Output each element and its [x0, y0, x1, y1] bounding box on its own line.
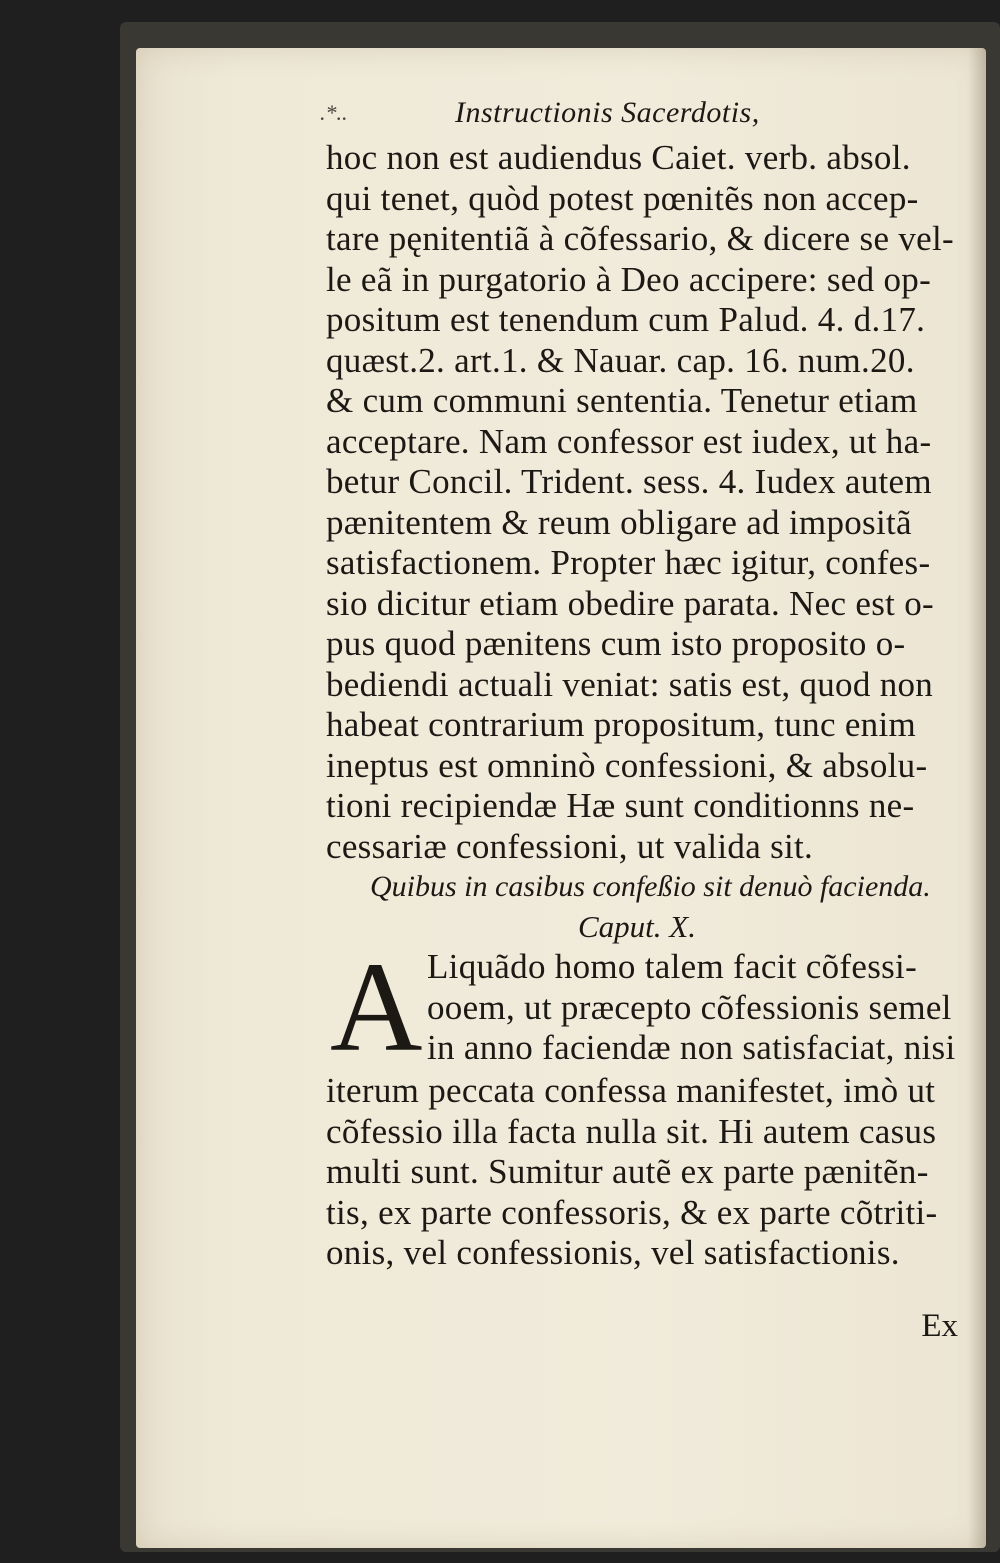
text-line: acceptare. Nam confessor est iudex, ut ha- — [326, 421, 932, 461]
text-line: tioni recipiendæ Hæ sunt conditionns ne- — [326, 786, 915, 825]
text-line: cõfessio illa facta nulla sit. Hi autem casus — [326, 1111, 937, 1151]
text-line: quæst.2. art.1. & Nauar. cap. 16. num.20. — [326, 340, 915, 380]
text-line: le eã in purgatorio à Deo accipere: sed op- — [326, 259, 932, 299]
chapter-title: Quibus in casibus confeßio sit denuò facienda. — [370, 870, 931, 903]
text-line: tare pęnitentiã à cõfessario, & dicere se vel- — [326, 219, 954, 258]
page-edge — [968, 48, 986, 1548]
text-line: habeat contrarium propositum, tunc enim — [326, 705, 917, 744]
header-ornament: .*.. — [320, 100, 348, 125]
text-line: in anno faciendæ non satisfaciat, nisi — [427, 1028, 956, 1067]
text-line: multi sunt. Sumitur autẽ ex parte pænitẽn- — [326, 1152, 929, 1191]
running-head — [180, 88, 970, 138]
text-line: sio dicitur etiam obedire parata. Nec est o- — [326, 583, 934, 623]
paragraph-top — [180, 138, 970, 867]
text-line: positum est tenendum cum Palud. 4. d.17. — [326, 300, 926, 339]
text-line: Liquãdo homo talem facit cõfessi- — [427, 947, 918, 986]
page-text — [180, 88, 970, 1274]
text-line: qui tenet, quòd potest pœnitẽs non accep- — [326, 178, 919, 218]
text-line: betur Concil. Trident. sess. 4. Iudex autem — [326, 462, 932, 501]
text-line: & cum communi sententia. Tenetur etiam — [326, 381, 918, 420]
text-line: onis, vel confessionis, vel satisfactionis. — [326, 1233, 900, 1272]
text-line: ooem, ut præcepto cõfessionis semel — [427, 987, 952, 1027]
text-line: cessariæ confessioni, ut valida sit. — [326, 826, 814, 866]
text-line: pus quod pænitens cum isto proposito o- — [326, 624, 906, 663]
text-line: bediendi actuali veniat: satis est, quod non — [326, 664, 934, 704]
paragraph-bottom — [180, 1071, 970, 1274]
text-line: pænitentem & reum obligare ad impositã — [326, 502, 912, 542]
text-line: satisfactionem. Propter hæc igitur, confes- — [326, 543, 931, 582]
text-line: ineptus est omninò confessioni, & absolu- — [326, 745, 928, 785]
drop-cap: A — [330, 936, 423, 1078]
dropcap-lines — [427, 947, 956, 1069]
text-line: iterum peccata confessa manifestet, imò ut — [326, 1071, 936, 1110]
chapter-number: Caput. X. — [578, 909, 696, 944]
dropcap-paragraph — [180, 936, 970, 1078]
text-line: hoc non est audiendus Caiet. verb. absol. — [326, 138, 911, 177]
text-line: tis, ex parte confessoris, & ex parte cõtriti- — [326, 1192, 938, 1232]
catchword: Ex — [921, 1308, 958, 1344]
running-head-title: Instructionis Sacerdotis, — [455, 96, 760, 129]
